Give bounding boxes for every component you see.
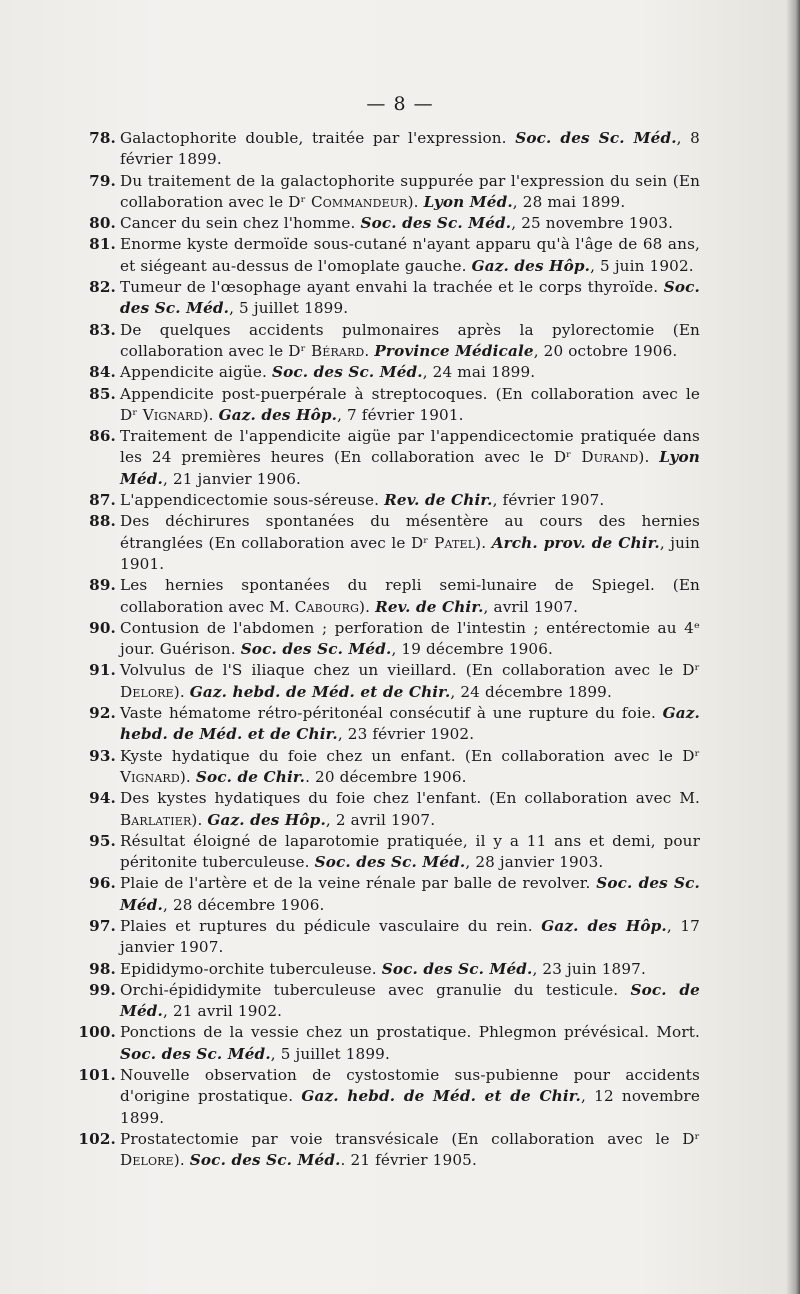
reference-text-segment: Plaie de l'artère et de la veine rénale par balle de revolver. xyxy=(120,874,597,893)
reference-number: 78. xyxy=(89,129,116,147)
reference-text xyxy=(120,917,700,956)
journal-title: Lyon Méd. xyxy=(120,448,700,488)
journal-title: Gaz. hebd. de Méd. et de Chir. xyxy=(301,1087,581,1106)
reference-text-segment: Plaies et ruptures du pédicule vasculaire du rein. xyxy=(120,916,542,935)
reference-text-segment: Appendicite post-puerpérale à streptocoques. (En collaboration avec le Dʳ xyxy=(120,384,700,424)
reference-text xyxy=(120,214,673,232)
reference-text xyxy=(120,278,700,317)
reference-item xyxy=(78,1022,700,1065)
reference-text-segment: Galactophorite double, traitée par l'expression. xyxy=(120,129,516,147)
reference-text-segment: ). xyxy=(475,533,492,552)
reference-item xyxy=(78,490,700,511)
reference-text-segment: Les hernies spontanées du repli semi-lunaire de Spiegel. (En collaboration avec M. xyxy=(120,576,700,616)
reference-text-segment: , 2 avril 1907. xyxy=(325,810,436,829)
reference-item xyxy=(78,575,700,618)
journal-title: Province Médicale xyxy=(374,341,534,360)
reference-number: 97. xyxy=(89,916,116,935)
author-name: Cabourg xyxy=(294,597,360,616)
reference-text xyxy=(120,1130,700,1169)
journal-title: Soc. de Méd. xyxy=(120,980,700,1021)
reference-item xyxy=(78,320,700,363)
reference-text-segment: , 5 juillet 1899. xyxy=(270,1044,390,1063)
reference-number: 92. xyxy=(89,704,116,723)
reference-text-segment: , juin 1901. xyxy=(120,533,700,573)
journal-title: Soc. des Sc. Méd. xyxy=(120,874,700,914)
reference-text xyxy=(120,874,700,913)
reference-text xyxy=(120,172,700,211)
reference-item xyxy=(78,511,700,575)
reference-text-segment: , 23 février 1902. xyxy=(337,725,475,744)
reference-text-segment: , 7 février 1901. xyxy=(337,405,464,424)
reference-text-segment: Ponctions de la vessie chez un prostatique. Phlegmon prévésical. Mort. xyxy=(120,1023,700,1042)
reference-text-segment: Tumeur de l'œsophage ayant envahi la trachée et le corps thyroïde. xyxy=(120,278,664,297)
reference-text-segment: , 8 février 1899. xyxy=(120,129,700,169)
reference-text-segment: , 28 janvier 1903. xyxy=(465,853,604,872)
author-name: Barlatier xyxy=(120,810,192,829)
reference-number: 95. xyxy=(89,831,116,850)
reference-list xyxy=(78,128,700,1172)
reference-item xyxy=(78,128,700,171)
reference-text-segment: Des déchirures spontanées du mésentère au cours des hernies étranglées (En collaboration avec le Dʳ xyxy=(120,512,700,552)
reference-text-segment: , avril 1907. xyxy=(483,597,579,616)
journal-title: Soc. des Sc. Méd. xyxy=(240,640,392,659)
reference-item xyxy=(78,959,700,980)
reference-number: 89. xyxy=(89,576,116,595)
reference-number: 83. xyxy=(89,320,116,339)
reference-text xyxy=(120,832,700,871)
author-name: Vignard xyxy=(120,767,180,786)
reference-number: 100. xyxy=(78,1023,116,1042)
journal-title: Lyon Méd. xyxy=(423,192,513,211)
reference-number: 102. xyxy=(78,1129,116,1148)
author-name: Vignard xyxy=(142,405,203,424)
reference-number: 99. xyxy=(89,980,116,999)
reference-text-segment: ). xyxy=(638,448,660,467)
reference-text-segment: . 20 décembre 1906. xyxy=(305,767,467,786)
reference-text-segment: ). xyxy=(407,192,424,211)
journal-title: Gaz. des Hôp. xyxy=(541,916,667,935)
reference-text-segment: , 17 janvier 1907. xyxy=(120,916,700,957)
reference-number: 90. xyxy=(89,618,116,637)
reference-item xyxy=(78,362,700,383)
reference-item xyxy=(78,916,700,959)
reference-text-segment: Appendicite aigüe. xyxy=(120,363,272,382)
reference-text-segment: , 5 juin 1902. xyxy=(590,256,694,275)
reference-text xyxy=(120,1066,700,1127)
journal-title: Gaz. hebd. de Méd. et de Chir. xyxy=(189,682,451,701)
page-edge-shadow xyxy=(786,0,800,1294)
page-number: — 8 — xyxy=(366,93,434,115)
reference-number: 85. xyxy=(89,384,116,403)
reference-item xyxy=(78,277,700,320)
reference-text xyxy=(120,1023,700,1062)
reference-number: 91. xyxy=(89,661,116,680)
reference-text xyxy=(120,363,535,381)
reference-number: 93. xyxy=(89,746,116,765)
reference-text-segment: , 23 juin 1897. xyxy=(532,959,646,978)
reference-number: 79. xyxy=(89,171,116,190)
journal-title: Soc. des Sc. Méd. xyxy=(515,129,677,147)
reference-number: 96. xyxy=(89,874,116,893)
reference-text xyxy=(120,235,700,274)
reference-text-segment: . 21 février 1905. xyxy=(340,1151,477,1170)
reference-text-segment: De quelques accidents pulmonaires après la pylorectomie (En collaboration avec le Dʳ xyxy=(120,320,700,360)
reference-text-segment: , février 1907. xyxy=(492,491,605,510)
reference-text-segment: Epididymo-orchite tuberculeuse. xyxy=(120,959,382,978)
reference-text-segment: Des kystes hydatiques du foie chez l'enfant. (En collaboration avec M. xyxy=(120,789,700,808)
reference-text xyxy=(120,129,700,168)
reference-text-segment: , 28 décembre 1906. xyxy=(162,895,325,914)
journal-title: Arch. prov. de Chir. xyxy=(491,533,660,552)
reference-text-segment: . xyxy=(364,341,375,360)
reference-text-segment: , 28 mai 1899. xyxy=(512,192,626,211)
reference-text-segment: , 12 novembre 1899. xyxy=(120,1087,700,1127)
reference-item xyxy=(78,831,700,874)
journal-title: Gaz. des Hôp. xyxy=(218,405,338,424)
reference-number: 98. xyxy=(89,959,116,978)
author-name: Patel xyxy=(434,533,476,552)
reference-text xyxy=(120,789,700,828)
reference-item xyxy=(78,746,700,789)
author-name: Durand xyxy=(581,448,639,467)
journal-title: Soc. des Sc. Méd. xyxy=(271,363,423,382)
reference-text-segment: Du traitement de la galactophorite suppurée par l'expression du sein (En collaboration avec le Dʳ xyxy=(120,171,700,211)
journal-title: Soc. des Sc. Méd. xyxy=(120,1044,271,1063)
journal-title: Rev. de Chir. xyxy=(384,491,493,510)
reference-number: 101. xyxy=(78,1066,116,1085)
reference-number: 94. xyxy=(89,789,116,808)
reference-text-segment: Traitement de l'appendicite aigüe par l'appendicectomie pratiquée dans les 24 premières heures (En collaboration avec le Dʳ xyxy=(120,427,700,467)
reference-text-segment: Prostatectomie par voie transvésicale (En collaboration avec le Dʳ xyxy=(120,1129,700,1148)
reference-text-segment: Cancer du sein chez l'homme. xyxy=(120,214,361,233)
reference-text-segment: Enorme kyste dermoïde sous-cutané n'ayant apparu qu'à l'âge de 68 ans, et siégeant au-dessus de l'omoplate gauche. xyxy=(120,235,700,275)
reference-item xyxy=(78,234,700,277)
reference-text-segment: Kyste hydatique du foie chez un enfant. (En collaboration avec le Dʳ xyxy=(120,746,700,765)
journal-title: Soc. des Sc. Méd. xyxy=(360,214,512,233)
reference-text xyxy=(120,960,646,978)
reference-text-segment: Résultat éloigné de laparotomie pratiquée, il y a 11 ans et demi, pour péritonite tuberculeuse. xyxy=(120,831,700,872)
reference-number: 88. xyxy=(89,512,116,531)
reference-text xyxy=(120,491,604,509)
reference-text-segment: ). xyxy=(191,810,208,829)
reference-text xyxy=(120,619,700,658)
reference-item xyxy=(78,618,700,661)
reference-text-segment: , 21 avril 1902. xyxy=(162,1002,283,1021)
reference-item xyxy=(78,1065,700,1129)
reference-text-segment: Volvulus de l'S iliaque chez un vieillard. (En collaboration avec le Dʳ xyxy=(120,661,700,680)
reference-item xyxy=(78,873,700,916)
reference-text xyxy=(120,512,700,573)
reference-text xyxy=(120,747,700,786)
author-name: Commandeur xyxy=(310,192,408,211)
journal-title: Gaz. des Hôp. xyxy=(471,256,591,275)
author-name: Delore xyxy=(120,1151,174,1170)
reference-item xyxy=(78,1129,700,1172)
reference-text xyxy=(120,981,700,1020)
reference-text-segment: ). xyxy=(202,405,219,424)
reference-text-segment: , 25 novembre 1903. xyxy=(511,214,674,233)
reference-text xyxy=(120,661,700,700)
reference-number: 86. xyxy=(89,427,116,446)
journal-title: Gaz. des Hôp. xyxy=(207,810,326,829)
reference-item xyxy=(78,788,700,831)
reference-text-segment: Orchi-épididymite tuberculeuse avec granulie du testicule. xyxy=(120,980,631,999)
reference-text-segment: L'appendicectomie sous-séreuse. xyxy=(120,491,385,510)
reference-number: 80. xyxy=(89,214,116,233)
reference-text-segment: , 24 décembre 1899. xyxy=(450,682,612,701)
reference-item xyxy=(78,213,700,234)
reference-text xyxy=(120,385,700,424)
reference-text xyxy=(120,704,700,743)
author-name: Bérard xyxy=(310,341,365,360)
reference-number: 82. xyxy=(89,278,116,297)
journal-title: Rev. de Chir. xyxy=(375,597,484,616)
reference-item xyxy=(78,703,700,746)
reference-text xyxy=(120,576,700,615)
journal-title: Soc. des Sc. Méd. xyxy=(189,1151,341,1170)
reference-text-segment: ). xyxy=(359,597,376,616)
reference-text-segment: , 24 mai 1899. xyxy=(422,363,536,382)
reference-item xyxy=(78,426,700,490)
journal-title: Soc. des Sc. Méd. xyxy=(381,959,533,978)
reference-item xyxy=(78,660,700,703)
reference-text-segment: ). xyxy=(179,767,196,786)
reference-item xyxy=(78,171,700,214)
reference-text-segment: , 21 janvier 1906. xyxy=(162,469,302,488)
reference-text-segment: Vaste hématome rétro-péritonéal consécutif à une rupture du foie. xyxy=(120,704,663,723)
journal-title: Soc. des Sc. Méd. xyxy=(120,278,700,318)
reference-number: 84. xyxy=(89,363,116,382)
reference-text-segment: , 5 juillet 1899. xyxy=(229,299,349,318)
reference-text xyxy=(120,427,700,488)
reference-text-segment: Contusion de l'abdomen ; perforation de l'intestin ; entérectomie au 4ᵉ jour. Guérison. xyxy=(120,618,700,659)
reference-item xyxy=(78,384,700,427)
reference-text-segment: ). xyxy=(173,682,190,701)
reference-item xyxy=(78,980,700,1023)
reference-text-segment: , 19 décembre 1906. xyxy=(391,640,553,659)
reference-text-segment: Nouvelle observation de cystostomie sus-pubienne pour accidents d'origine prostatique. xyxy=(120,1066,700,1106)
reference-text-segment: ). xyxy=(173,1151,190,1170)
reference-number: 87. xyxy=(89,491,116,510)
journal-title: Soc. des Sc. Méd. xyxy=(314,853,466,872)
author-name: Delore xyxy=(120,682,174,701)
journal-title: Gaz. hebd. de Méd. et de Chir. xyxy=(120,704,700,744)
reference-number: 81. xyxy=(89,235,116,254)
reference-text-segment: , 20 octobre 1906. xyxy=(533,341,678,360)
journal-title: Soc. de Chir. xyxy=(195,767,306,786)
reference-text xyxy=(120,321,700,360)
